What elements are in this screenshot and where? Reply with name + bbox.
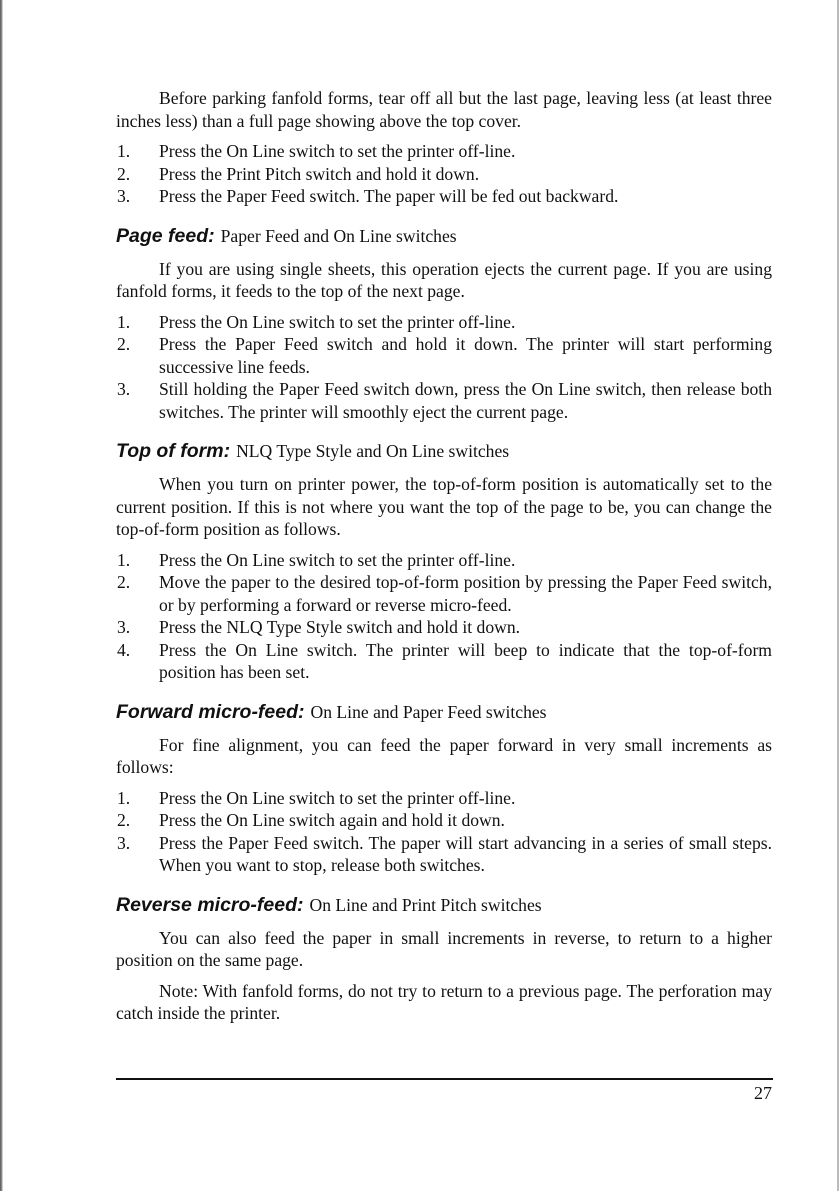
step-text: Press the On Line switch to set the printer off-line.	[159, 311, 516, 332]
step-text: Press the Paper Feed switch. The paper will be fed out backward.	[159, 186, 619, 206]
step-number: 2.	[117, 572, 131, 592]
list-item	[116, 140, 772, 163]
step-text: Press the Paper Feed switch. The paper will start advancing in a series of small steps. When you want to stop, release both switches.	[159, 832, 772, 875]
section-heading	[116, 893, 772, 917]
list-item	[116, 549, 772, 572]
step-number: 4.	[117, 639, 131, 660]
section-subtitle: Paper Feed and On Line switches	[220, 225, 457, 246]
section-paragraph: For fine alignment, you can feed the paper forward in very small increments as follows:	[116, 734, 772, 777]
section-paragraph: You can also feed the paper in small increments in reverse, to return to a higher position on the same page.	[116, 927, 772, 970]
list-item	[116, 163, 772, 186]
section-steps	[116, 311, 772, 424]
footer-rule	[116, 1078, 773, 1080]
step-text: Press the On Line switch to set the printer off-line.	[159, 549, 516, 570]
section-reverse-micro-feed	[116, 893, 772, 1025]
section-title: Top of form:	[116, 440, 231, 462]
intro-paragraph: Before parking fanfold forms, tear off all but the last page, leaving less (at least three inches less) than a full page showing above the top cover.	[116, 88, 772, 131]
step-number: 3.	[117, 379, 131, 399]
step-text: Still holding the Paper Feed switch down, press the On Line switch, then release both switches. The printer will smoothly eject the current page.	[159, 379, 772, 422]
section-title: Forward micro-feed:	[116, 700, 305, 723]
page-number: 27	[754, 1083, 772, 1103]
page-body	[116, 87, 772, 1033]
step-number: 2.	[117, 810, 131, 830]
step-text: Move the paper to the desired top-of-form position by pressing the Paper Feed switch, or by performing a forward or reverse micro-feed.	[159, 572, 772, 615]
list-item	[116, 832, 772, 877]
intro-section	[116, 87, 772, 208]
section-title: Page feed:	[116, 224, 215, 247]
list-item	[116, 787, 772, 810]
section-heading	[116, 224, 772, 248]
list-item	[116, 639, 772, 684]
section-steps	[116, 787, 772, 877]
step-number: 3.	[117, 617, 131, 637]
section-page-feed	[116, 224, 772, 424]
list-item	[116, 571, 772, 616]
section-paragraph: If you are using single sheets, this operation ejects the current page. If you are using fanfold forms, it feeds to the top of the next page.	[116, 258, 772, 301]
step-number: 2.	[117, 334, 131, 354]
step-text: Press the On Line switch. The printer will beep to indicate that the top-of-form position has been set.	[159, 639, 772, 682]
note-paragraph: Note: With fanfold forms, do not try to return to a previous page. The perforation may catch inside the printer.	[116, 980, 772, 1023]
step-text: Press the On Line switch to set the printer off-line.	[159, 141, 516, 161]
section-top-of-form	[116, 439, 772, 684]
step-number: 1.	[117, 141, 131, 161]
step-text: Press the Paper Feed switch and hold it down. The printer will start performing successive line feeds.	[159, 334, 772, 377]
section-paragraph: When you turn on printer power, the top-of-form position is automatically set to the current position. If this is not where you want the top of the page to be, you can change the top-of-form position as follows.	[116, 474, 772, 539]
list-item	[116, 616, 772, 639]
step-text: Press the On Line switch again and hold it down.	[159, 810, 505, 830]
list-item	[116, 809, 772, 832]
step-number: 1.	[117, 311, 131, 332]
section-subtitle: On Line and Paper Feed switches	[310, 701, 547, 722]
step-number: 1.	[117, 787, 131, 808]
intro-steps	[116, 140, 772, 208]
list-item	[116, 185, 772, 208]
step-text: Press the On Line switch to set the printer off-line.	[159, 787, 516, 808]
step-text: Press the NLQ Type Style switch and hold it down.	[159, 617, 521, 637]
step-number: 2.	[117, 163, 131, 184]
step-text: Press the Print Pitch switch and hold it down.	[159, 163, 480, 184]
scan-left-edge	[0, 0, 3, 1191]
section-steps	[116, 549, 772, 684]
section-heading	[116, 439, 772, 463]
step-number: 3.	[117, 186, 131, 206]
list-item	[116, 378, 772, 423]
section-forward-micro-feed	[116, 700, 772, 877]
section-heading	[116, 700, 772, 724]
section-subtitle: NLQ Type Style and On Line switches	[236, 441, 510, 461]
list-item	[116, 333, 772, 378]
step-number: 1.	[117, 549, 131, 570]
section-subtitle: On Line and Print Pitch switches	[309, 894, 542, 915]
step-number: 3.	[117, 832, 131, 853]
section-title: Reverse micro-feed:	[116, 893, 304, 916]
list-item	[116, 311, 772, 334]
